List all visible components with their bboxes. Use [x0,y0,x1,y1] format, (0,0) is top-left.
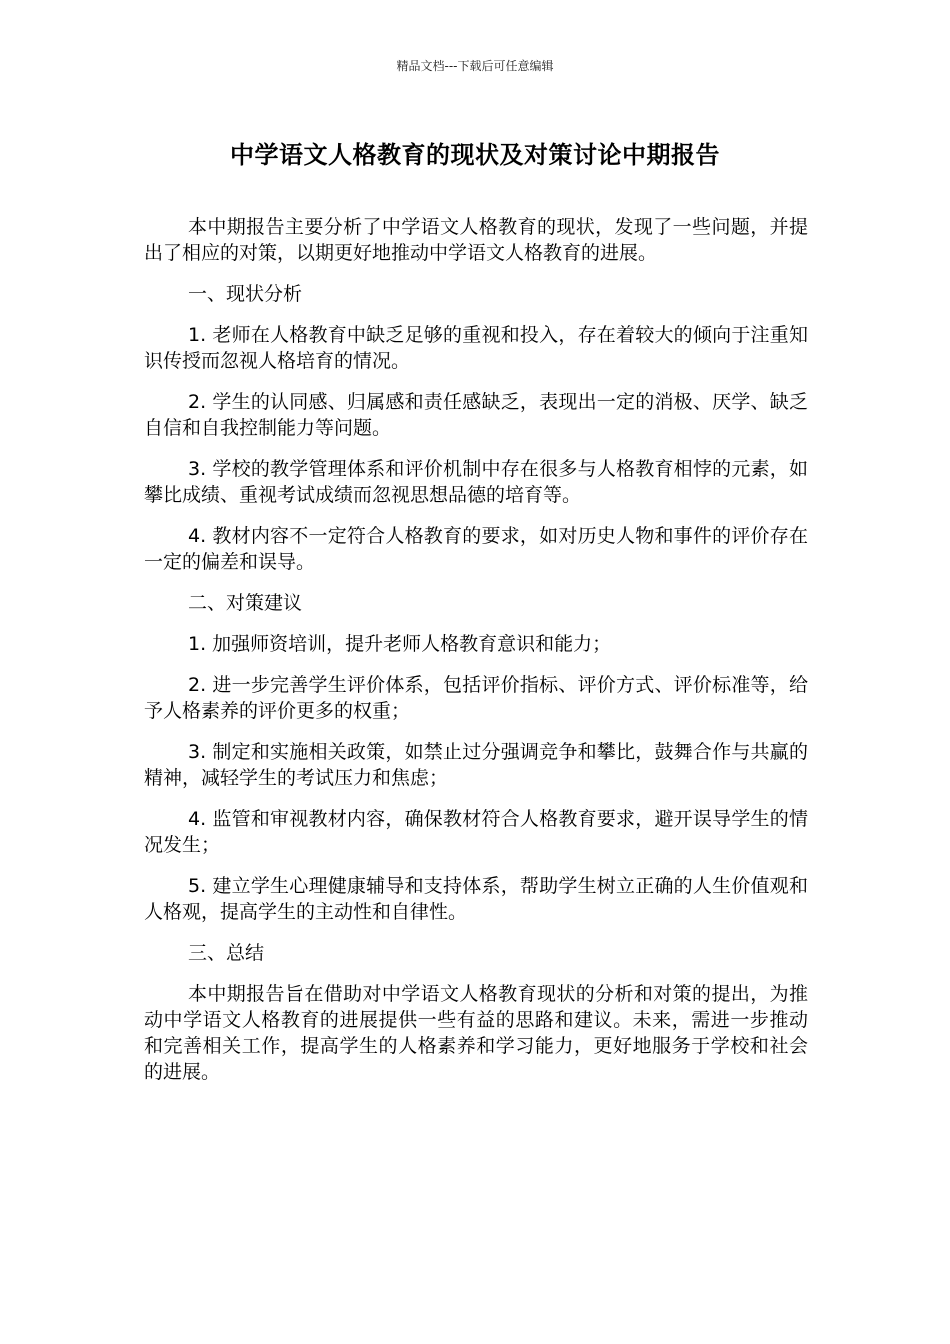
countermeasure-item-1: 1. 加强师资培训，提升老师人格教育意识和能力； [188,633,612,655]
summary-paragraph: 本中期报告旨在借助对中学语文人格教育现状的分析和对策的提出，为推动中学语文人格教育的进展提供一些有益的思路和建议。未来，需进一步推动和完善相关工作，提高学生的人格素养和学习能力，更好地服务于学校和社会的进展。 [144,983,808,1083]
page-header-note: 精品文档---下载后可任意编辑 [396,59,554,73]
countermeasure-item-4: 4. 监管和审视教材内容，确保教材符合人格教育要求，避开误导学生的情况发生； [144,808,808,856]
document-title: 中学语文人格教育的现状及对策讨论中期报告 [230,141,720,169]
section-heading-status-analysis: 一、现状分析 [188,283,303,305]
status-item-2: 2. 学生的认同感、归属感和责任感缺乏，表现出一定的消极、厌学、缺乏自信和自我控制能力等问题。 [144,391,808,439]
countermeasure-item-2: 2. 进一步完善学生评价体系，包括评价指标、评价方式、评价标准等，给予人格素养的评价更多的权重； [144,674,808,722]
document-body [144,214,808,1100]
countermeasure-item-5: 5. 建立学生心理健康辅导和支持体系，帮助学生树立正确的人生价值观和人格观，提高学生的主动性和自律性。 [144,875,808,923]
countermeasure-item-3: 3. 制定和实施相关政策，如禁止过分强调竞争和攀比，鼓舞合作与共赢的精神，减轻学生的考试压力和焦虑； [144,741,808,789]
intro-paragraph: 本中期报告主要分析了中学语文人格教育的现状，发现了一些问题，并提出了相应的对策，以期更好地推动中学语文人格教育的进展。 [144,216,808,264]
status-item-3: 3. 学校的教学管理体系和评价机制中存在很多与人格教育相悖的元素，如攀比成绩、重视考试成绩而忽视思想品德的培育等。 [144,458,808,506]
status-item-4: 4. 教材内容不一定符合人格教育的要求，如对历史人物和事件的评价存在一定的偏差和误导。 [144,525,808,573]
section-heading-summary: 三、总结 [188,942,265,964]
status-item-1: 1. 老师在人格教育中缺乏足够的重视和投入，存在着较大的倾向于注重知识传授而忽视人格培育的情况。 [144,324,808,372]
section-heading-countermeasures: 二、对策建议 [188,592,303,614]
